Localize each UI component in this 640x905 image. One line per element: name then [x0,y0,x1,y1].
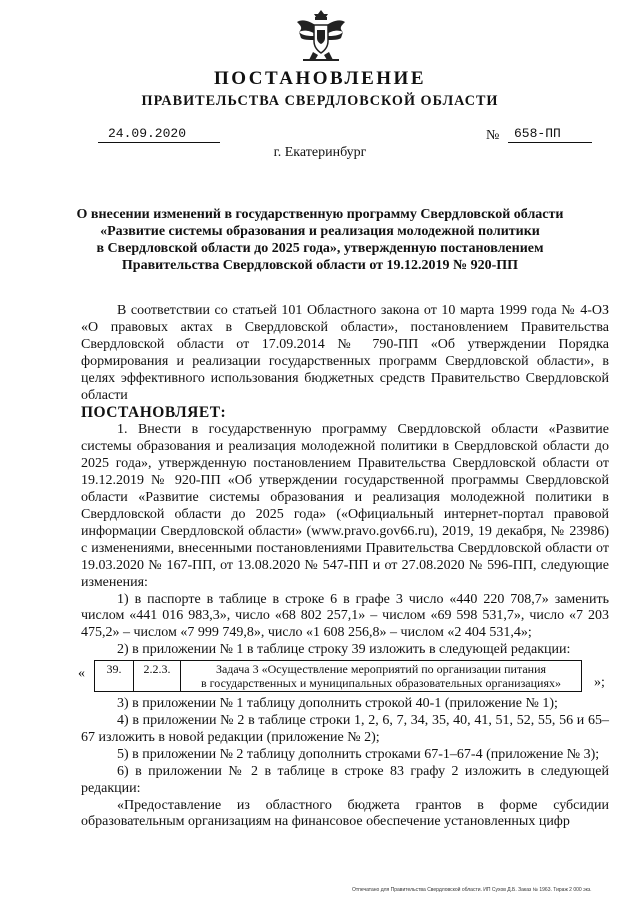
preamble-paragraph: В соответствии со статьей 101 Областного закона от 10 марта 1999 года № 4-ОЗ «О правовых актах в Свердловской области», постановлением Правительства Свердловской области от 17.09.2014 № 790-ПП «Об утверждении Порядка формирования и реализации государственных программ Свердловской области», в целях эффективного использования бюджетных средств Правительство Свердловской области [81,303,609,403]
item-7: «Предоставление из областного бюджета грантов в форме субсидии образовательным организациям на финансовое обеспечение установленных цифр [81,797,609,830]
item-6: 6) в приложении № 2 в таблице в строке 83 графу 2 изложить в следующей редакции: [81,763,609,796]
cell-code: 2.2.3. [134,661,181,692]
print-footer: Отпечатано для Правительства Свердловской области. ИП Сухов Д.Б. Заказ № 1963. Тираж 2 000 экз. [352,887,592,893]
paragraph-1: 1. Внести в государственную программу Свердловской области «Развитие системы образования и реализация молодежной политики в Свердловской области до 2025 года», утвержденную постановлением Правительства Свердловской области от 19.12.2019 № 920-ПП «Об утверждении государственной программы Свердловской области «Развитие системы образования и реализация молодежной политики в Свердловской области до 2025 года» («Официальный интернет-портал правовой информации Свердловской области» (www.pravo.gov66.ru), 2019, 19 декабря, № 23986) с изменениями, внесенными постановлениями Правительства Свердловской области от 19.03.2020 № 167-ПП, от 13.08.2020 № 547-ПП и от 27.08.2020 № 596-ПП, следующие изменения: [81,422,609,590]
cell-text-line: в государственных и муниципальных образовательных организациях» [201,676,561,691]
document-body [78,303,609,831]
item-3: 3) в приложении № 1 таблицу дополнить строкой 40-1 (приложение № 1); [117,696,558,712]
document-heading [40,206,600,274]
cell-row-number: 39. [95,661,134,692]
open-quote: « [78,666,85,682]
item-5: 5) в приложении № 2 таблицу дополнить строками 67-1–67-4 (приложение № 3); [117,746,600,762]
item-1: 1) в паспорте в таблице в строке 6 в графе 3 число «440 220 708,7» заменить числом «441 016 983,3», число «68 802 257,1» – числом «69 598 531,7», число «7 203 475,2» – числом «7 999 749,8», число «1 608 256,8» – числом «2 404 531,4»; [81,591,609,641]
number-underline [508,142,592,143]
coat-of-arms-emblem [293,8,349,64]
date-underline [98,142,220,143]
document-date: 24.09.2020 [108,126,187,141]
document-number: 658-ПП [514,126,561,141]
page-title: ПОСТАНОВЛЕНИЕ [213,68,427,89]
page-subtitle: ПРАВИТЕЛЬСТВА СВЕРДЛОВСКОЙ ОБЛАСТИ [141,93,499,109]
heading-line: в Свердловской области до 2025 года», утвержденную постановлением [96,241,544,256]
resolves-heading: ПОСТАНОВЛЯЕТ: [81,404,227,422]
heading-line: Правительства Свердловской области от 19.12.2019 № 920-ПП [121,258,519,273]
table-row [95,661,582,692]
cell-text-line: Задача 3 «Осуществление мероприятий по организации питания [215,662,547,677]
inline-table [94,660,582,692]
heading-line: «Развитие системы образования и реализация молодежной политики [100,224,540,239]
heading-line: О внесении изменений в государственную программу Свердловской области [76,207,564,222]
number-label: № [486,128,500,143]
cell-text [181,661,582,692]
inline-table-block [78,659,609,695]
city: г. Екатеринбург [273,145,367,160]
close-quote: »; [594,675,605,691]
item-2: 2) в приложении № 1 в таблице строку 39 изложить в следующей редакции: [117,642,571,658]
item-4: 4) в приложении № 2 в таблице строки 1, 2, 6, 7, 34, 35, 40, 41, 51, 52, 55, 56 и 65–67 изложить в новой редакции (приложение № 2); [81,713,609,745]
